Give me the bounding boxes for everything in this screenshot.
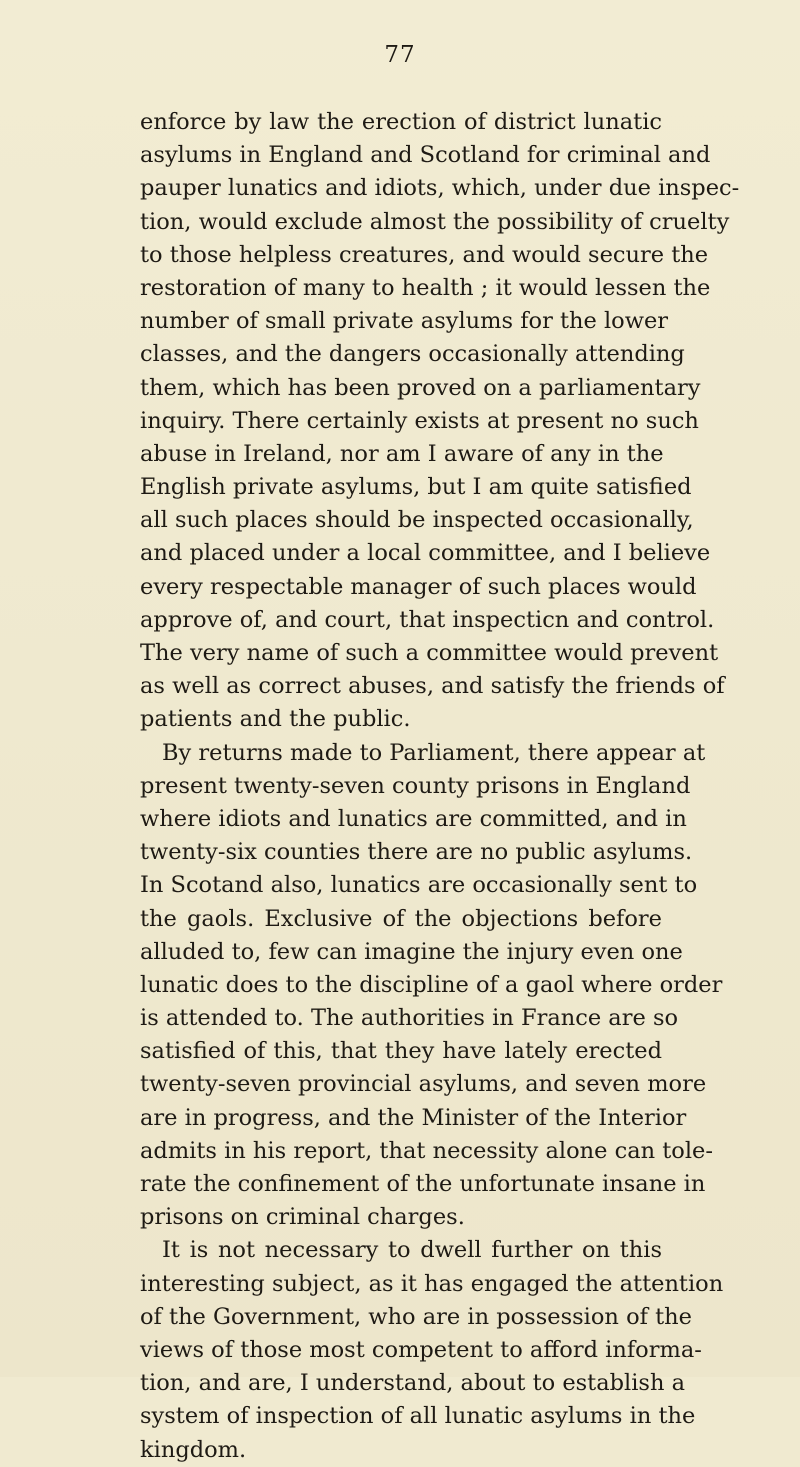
text-line: the gaols. Exclusive of the objections before (140, 905, 662, 932)
text-line: abuse in Ireland, nor am I aware of any in the (140, 440, 664, 467)
paragraph-end-line: prisons on criminal charges. (140, 1204, 465, 1231)
text-line: pauper lunatics and idiots, which, under due inspec- (140, 175, 740, 202)
text-line: all such places should be inspected occasionally, (140, 507, 694, 534)
text-line: is attended to. The authorities in France are so (140, 1005, 679, 1032)
text-line: inquiry. There certainly exists at present no such (140, 407, 699, 434)
paragraph-end-line: kingdom. (140, 1436, 247, 1463)
text-line: every respectable manager of such places would (140, 573, 697, 600)
text-line: admits in his report, that necessity alone can tole- (140, 1137, 713, 1164)
text-line: system of inspection of all lunatic asylums in the (140, 1403, 696, 1430)
text-line: English private asylums, but I am quite satisfied (140, 474, 692, 501)
text-line: asylums in England and Scotland for criminal and (140, 142, 711, 169)
text-line: classes, and the dangers occasionally attending (140, 341, 685, 368)
text-line: restoration of many to health ; it would lessen the (140, 274, 711, 301)
text-line: twenty-six counties there are no public asylums. (140, 839, 693, 866)
text-line: rate the confinement of the unfortunate insane in (140, 1171, 706, 1197)
text-line: them, which has been proved on a parliamentary (140, 374, 701, 401)
body-text (140, 106, 740, 1467)
text-line: where idiots and lunatics are committed, and in (140, 805, 687, 832)
text-line: to those helpless creatures, and would secure the (140, 241, 709, 268)
text-line: present twenty-seven county prisons in England (140, 772, 691, 799)
text-line: and placed under a local committee, and I believe (140, 540, 711, 567)
page-number: 77 (384, 42, 416, 68)
text-line: alluded to, few can imagine the injury even one (140, 938, 683, 965)
text-line: number of small private asylums for the lower (140, 308, 669, 335)
text-line: enforce by law the erection of district lunatic (140, 109, 662, 135)
text-line: are in progress, and the Minister of the Interior (140, 1104, 687, 1131)
text-line: approve of, and court, that inspecticn and control. (140, 606, 715, 633)
text-line: satisfied of this, that they have lately erected (140, 1038, 662, 1065)
text-line: interesting subject, as it has engaged the attention (140, 1270, 724, 1297)
text-line: as well as correct abuses, and satisfy the friends of (140, 673, 725, 700)
paragraph-start-line: It is not necessary to dwell further on this (162, 1237, 662, 1264)
text-line: twenty-seven provincial asylums, and seven more (140, 1071, 707, 1098)
paragraph-end-line: patients and the public. (140, 706, 411, 733)
text-line: lunatic does to the discipline of a gaol where order (140, 971, 723, 998)
text-line: of the Government, who are in possession of the (140, 1303, 692, 1330)
text-line: tion, would exclude almost the possibility of cruelty (140, 208, 730, 235)
text-line: tion, and are, I understand, about to establish a (140, 1370, 686, 1397)
paragraph-start-line: By returns made to Parliament, there appear at (162, 739, 706, 766)
text-line: The very name of such a committee would prevent (140, 640, 719, 666)
text-line: views of those most competent to afford informa- (140, 1336, 702, 1363)
text-line: In Scotand also, lunatics are occasionally sent to (140, 872, 698, 899)
